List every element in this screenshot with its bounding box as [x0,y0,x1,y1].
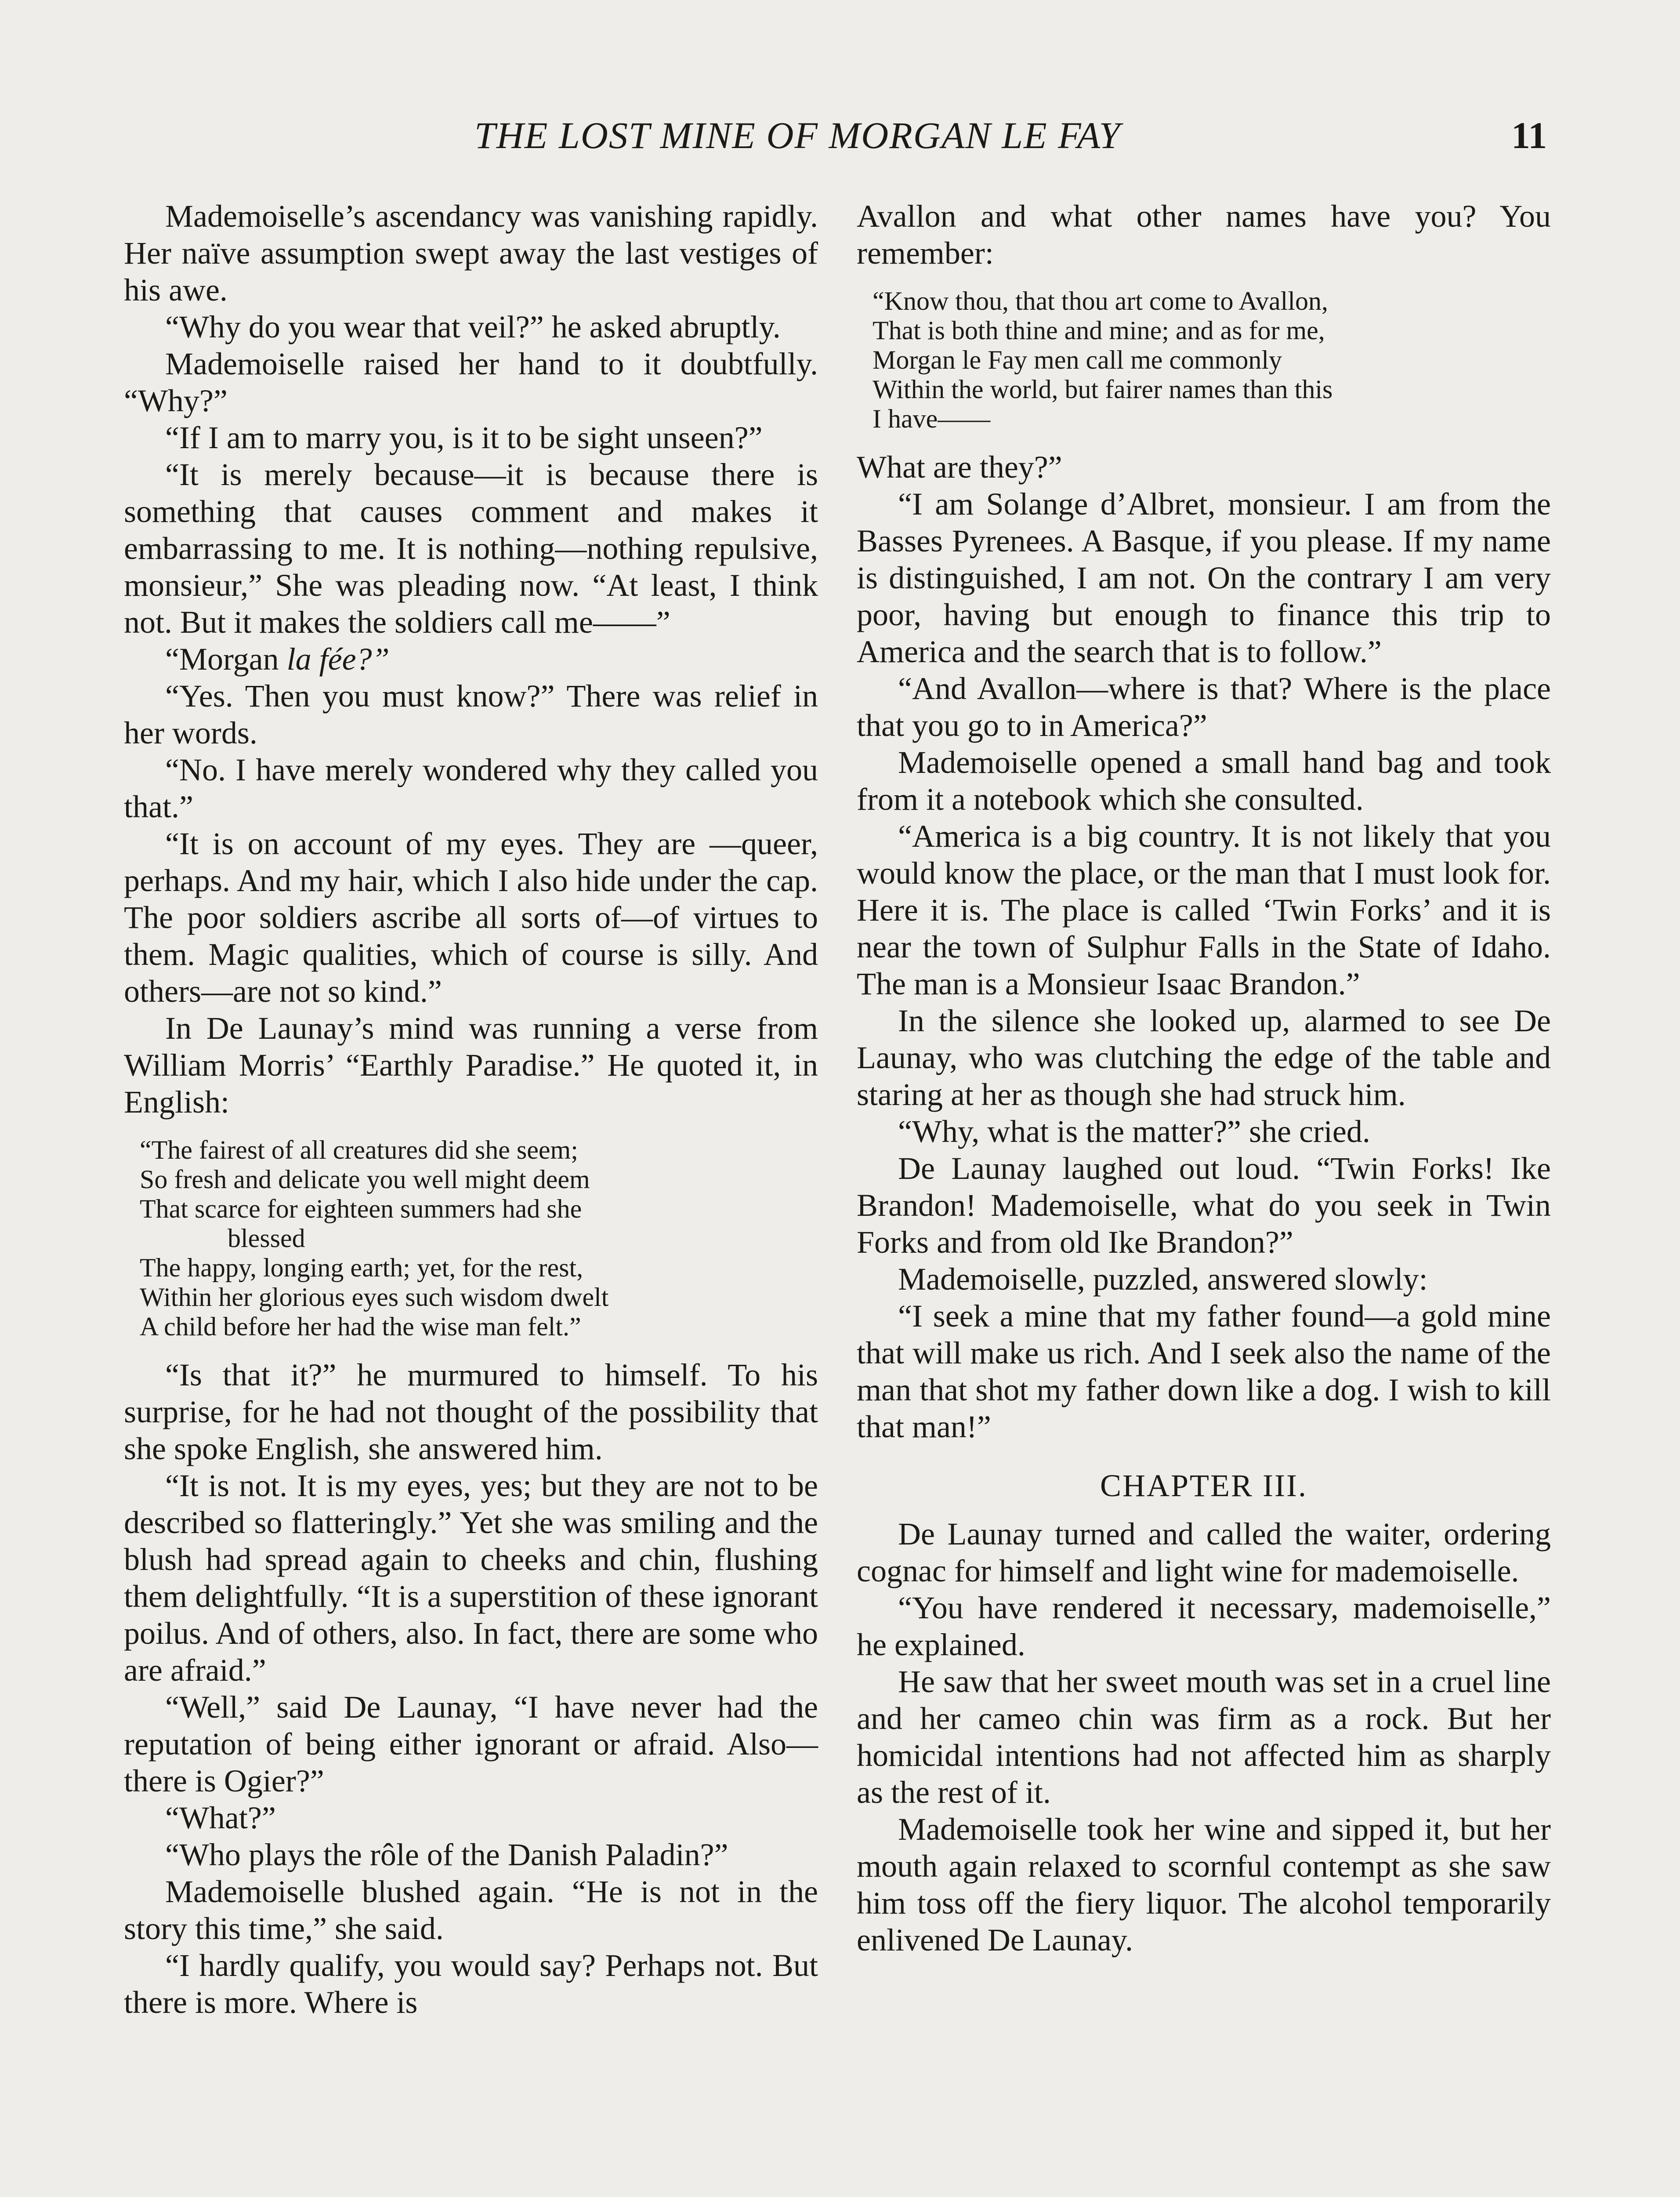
running-header [0,113,1680,166]
paragraph: “Is that it?” he murmured to himself. To his surprise, for he had not thought of the possibility that she spoke English, she answered him. [124,1357,818,1466]
paragraph: “And Avallon—where is that? Where is the place that you go to in America?” [857,671,1551,743]
paragraph: He saw that her sweet mouth was set in a cruel line and her cameo chin was firm as a rock. But her homicidal intentions had not affected him as sharply as the rest of it. [857,1664,1551,1810]
paragraph: Mademoiselle blushed again. “He is not in the story this time,” she said. [124,1874,818,1946]
paragraph: “Well,” said De Launay, “I have never had the reputation of being either ignorant or afraid. Also—there is Ogier?” [124,1689,818,1798]
running-title: THE LOST MINE OF MORGAN LE FAY [474,114,1121,156]
verse-line: Morgan le Fay men call me commonly [873,345,1282,374]
paragraph: “No. I have merely wondered why they called you that.” [124,752,818,824]
paragraph: “It is not. It is my eyes, yes; but they are not to be described so flatteringly.” Yet she was smiling and the blush had spread again to cheeks and chin, flushing them delightfully. “It is a superstition of these ignorant poilus. And of others, also. In fact, there are some who are afraid.” [124,1468,818,1688]
paragraph: Mademoiselle, puzzled, answered slowly: [898,1262,1428,1297]
paragraph: “America is a big country. It is not likely that you would know the place, or the man that I must look for. Here it is. The place is called ‘Twin Forks’ and it is near the town of Sulphur Falls in the State of Idaho. The man is a Monsieur Isaac Brandon.” [857,819,1551,1001]
paragraph: “Who plays the rôle of the Danish Paladin?” [165,1837,728,1872]
verse-line: I have—— [873,404,991,433]
right-column [857,198,1551,1958]
paragraph [124,641,818,678]
paragraph: “Yes. Then you must know?” There was relief in her words. [124,678,818,750]
paragraph: De Launay laughed out loud. “Twin Forks! Ike Brandon! Mademoiselle, what do you seek in Twin Forks and from old Ike Brandon?” [857,1151,1551,1260]
paragraph: Mademoiselle’s ascendancy was vanishing rapidly. Her naïve assumption swept away the last vestiges of his awe. [124,199,818,308]
left-column [124,198,818,2021]
verse-line: That scarce for eighteen summers had she [140,1194,582,1223]
paragraph: “I hardly qualify, you would say? Perhaps not. But there is more. Where is [124,1948,818,2020]
paragraph: “I am Solange d’Albret, monsieur. I am from the Basses Pyrenees. A Basque, if you please. If my name is distinguished, I am not. On the contrary I am very poor, having but enough to finance this trip to America and the search that is to follow.” [857,486,1551,669]
verse-line: Within the world, but fairer names than this [873,375,1333,404]
page-number: 11 [1511,114,1547,156]
paragraph: “What?” [165,1800,276,1835]
paragraph: In De Launay’s mind was running a verse from William Morris’ “Earthly Paradise.” He quoted it, in English: [124,1011,818,1120]
paragraph: Mademoiselle took her wine and sipped it, but her mouth again relaxed to scornful contempt as she saw him toss off the fiery liquor. The alcohol temporarily enlivened De Launay. [857,1812,1551,1958]
paragraph: Avallon and what other names have you? You remember: [857,199,1551,271]
verse-line: A child before her had the wise man felt.” [140,1312,581,1341]
paragraph: “I seek a mine that my father found—a gold mine that will make us rich. And I seek also the name of the man that shot my father down like a dog. I wish to kill that man!” [857,1298,1551,1444]
verse-line: Within her glorious eyes such wisdom dwelt [140,1283,609,1312]
verse-block [873,286,1551,434]
paragraph-text: “Morgan [165,642,287,677]
paragraph: What are they?” [857,450,1062,485]
paragraph: “You have rendered it necessary, mademoiselle,” he explained. [857,1590,1551,1662]
verse-line: blessed [228,1224,305,1253]
paragraph: De Launay turned and called the waiter, ordering cognac for himself and light wine for mademoiselle. [857,1516,1551,1588]
italic-text: la fée?” [286,642,390,677]
paragraph: “If I am to marry you, is it to be sight unseen?” [165,420,763,455]
paragraph: “Why do you wear that veil?” he asked abruptly. [165,309,781,344]
verse-line: That is both thine and mine; and as for me, [873,316,1325,345]
paragraph: Mademoiselle raised her hand to it doubtfully. “Why?” [124,346,818,418]
paragraph: “Why, what is the matter?” she cried. [898,1114,1370,1149]
chapter-heading: CHAPTER III. [1100,1468,1307,1503]
verse-block [140,1135,818,1341]
verse-line: The happy, longing earth; yet, for the rest, [140,1253,583,1282]
verse-line: “Know thou, that thou art come to Avallon, [873,286,1329,315]
paragraph: “It is on account of my eyes. They are —queer, perhaps. And my hair, which I also hide under the cap. The poor soldiers ascribe all sorts of—of virtues to them. Magic qualities, which of course is silly. And others—are not so kind.” [124,826,818,1009]
paragraph: “It is merely because—it is because there is something that causes comment and makes it embarrassing to me. It is nothing—nothing repulsive, monsieur,” She was pleading now. “At least, I think not. But it makes the soldiers call me——” [124,457,818,640]
verse-line: “The fairest of all creatures did she seem; [140,1135,578,1164]
verse-line: So fresh and delicate you well might deem [140,1165,590,1194]
paragraph: Mademoiselle opened a small hand bag and took from it a notebook which she consulted. [857,745,1551,817]
paragraph: In the silence she looked up, alarmed to see De Launay, who was clutching the edge of the table and staring at her as though she had struck him. [857,1003,1551,1112]
